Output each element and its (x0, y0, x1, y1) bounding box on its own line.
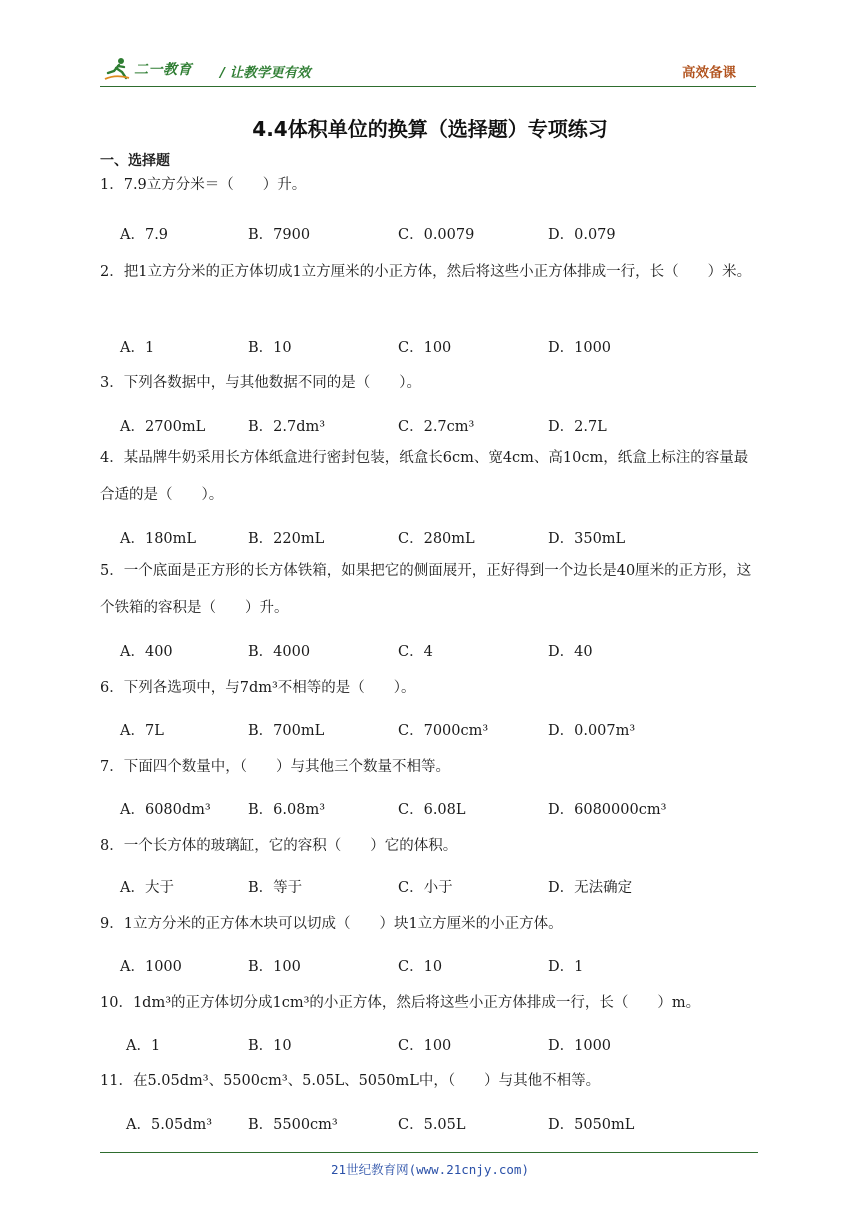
header-slogan: / 让教学更有效 (220, 65, 311, 81)
option-c: C．5.05L (398, 1117, 466, 1133)
footer-divider (100, 1152, 758, 1153)
option-a: A．1 (126, 1038, 161, 1054)
option-c: C．4 (398, 644, 433, 660)
option-a: A．7.9 (120, 227, 169, 243)
header-brand: 高效备课 (682, 65, 736, 81)
option-d: D．5050mL (548, 1117, 635, 1133)
option-b: B．5500cm³ (248, 1117, 338, 1133)
question-options (100, 336, 760, 358)
option-a: A．6080dm³ (120, 802, 211, 818)
question-options (100, 640, 760, 662)
page-title: 4.4体积单位的换算（选择题）专项练习 (252, 117, 608, 141)
option-c: C．小于 (398, 880, 453, 896)
option-d: D．2.7L (548, 419, 607, 435)
page-footer: 21世纪教育网(www.21cnjy.com) (331, 1162, 529, 1177)
option-c: C．7000cm³ (398, 723, 489, 739)
option-a: A．1000 (120, 959, 182, 975)
question-options (100, 1034, 760, 1056)
page-header (100, 56, 756, 87)
section-heading: 一、选择题 (100, 153, 170, 169)
question-text: 10．1dm³的正方体切分成1cm³的小正方体，然后将这些小正方体排成一行，长（ ）m。 (100, 995, 701, 1011)
option-b: B．100 (248, 959, 301, 975)
option-d: D．350mL (548, 531, 626, 547)
question-text: 9．1立方分米的正方体木块可以切成（ ）块1立方厘米的小正方体。 (100, 916, 563, 932)
question-text: 11．在5.05dm³、5500cm³、5.05L、5050mL中，（ ）与其他不相等。 (100, 1073, 601, 1089)
option-d: D．1 (548, 959, 584, 975)
question-text: 4．某品牌牛奶采用长方体纸盒进行密封包装，纸盒长6cm、宽4cm、高10cm，纸盒上标注的容量最合适的是（ ）。 (100, 450, 749, 503)
question-options (100, 719, 760, 741)
option-d: D．40 (548, 644, 593, 660)
option-a: A．180mL (120, 531, 197, 547)
option-d: D．0.079 (548, 227, 616, 243)
option-c: C．280mL (398, 531, 475, 547)
logo-text: 二一教育 (134, 62, 192, 78)
question-options (100, 955, 760, 977)
option-d: D．6080000cm³ (548, 802, 667, 818)
question-options (100, 876, 760, 898)
question-text: 3．下列各数据中，与其他数据不同的是（ ）。 (100, 375, 421, 391)
question-options (100, 1113, 760, 1135)
option-c: C．0.0079 (398, 227, 475, 243)
option-a: A．400 (120, 644, 173, 660)
question-text: 6．下列各选项中，与7dm³不相等的是（ ）。 (100, 680, 416, 696)
option-c: C．2.7cm³ (398, 419, 475, 435)
runner-logo-icon (104, 57, 130, 81)
question-text: 2．把1立方分米的正方体切成1立方厘米的小正方体，然后将这些小正方体排成一行，长（ ）米。 (100, 264, 752, 280)
option-b: B．220mL (248, 531, 325, 547)
question-text: 7．下面四个数量中，（ ）与其他三个数量不相等。 (100, 759, 450, 775)
option-b: B．等于 (248, 880, 303, 896)
question-options (100, 415, 760, 437)
question-options (100, 223, 760, 245)
option-d: D．1000 (548, 1038, 612, 1054)
question-text: 1．7.9立方分米＝（ ）升。 (100, 177, 307, 193)
option-a: A．大于 (120, 880, 174, 896)
question-options (100, 798, 760, 820)
option-c: C．6.08L (398, 802, 466, 818)
option-c: C．100 (398, 1038, 452, 1054)
option-c: C．100 (398, 340, 452, 356)
option-b: B．2.7dm³ (248, 419, 326, 435)
option-a: A．1 (120, 340, 155, 356)
option-d: D．无法确定 (548, 880, 633, 896)
option-c: C．10 (398, 959, 443, 975)
question-options (100, 527, 760, 549)
question-text: 8．一个长方体的玻璃缸，它的容积（ ）它的体积。 (100, 838, 458, 854)
option-d: D．0.007m³ (548, 723, 636, 739)
option-d: D．1000 (548, 340, 612, 356)
logo (104, 56, 192, 82)
option-b: B．10 (248, 340, 292, 356)
option-a: A．5.05dm³ (126, 1117, 213, 1133)
option-b: B．7900 (248, 227, 311, 243)
option-b: B．6.08m³ (248, 802, 326, 818)
option-b: B．700mL (248, 723, 325, 739)
option-b: B．4000 (248, 644, 311, 660)
question-text: 5．一个底面是正方形的长方体铁箱，如果把它的侧面展开，正好得到一个边长是40厘米的正方形，这个铁箱的容积是（ ）升。 (100, 563, 752, 616)
option-b: B．10 (248, 1038, 292, 1054)
option-a: A．7L (120, 723, 164, 739)
option-a: A．2700mL (120, 419, 206, 435)
